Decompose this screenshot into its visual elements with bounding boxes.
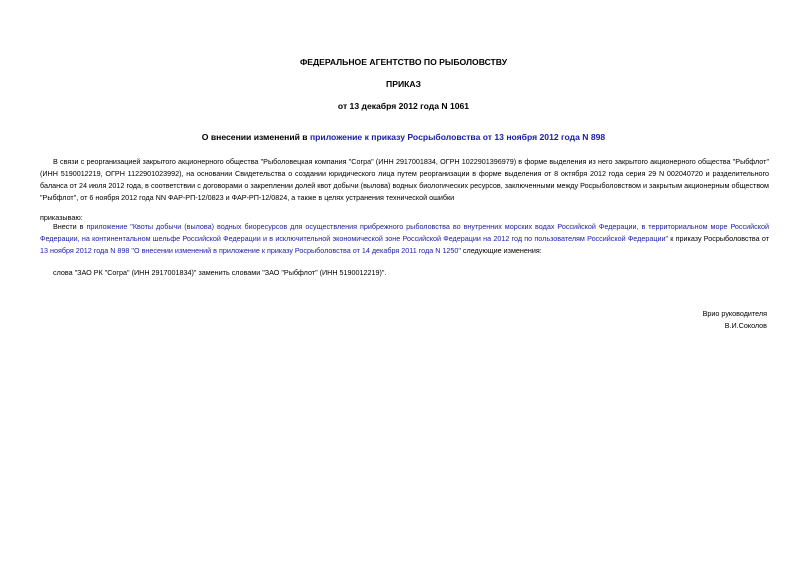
amend-text-1: Внести в [53, 222, 87, 231]
document-date-number: от 13 декабря 2012 года N 1061 [337, 101, 470, 111]
signature-block [703, 308, 767, 332]
order-898-link[interactable]: 13 ноября 2012 года N 898 "О внесении изменений в приложение к приказу Росрыболовства от 14 декабря 2011 года N 1250" [40, 246, 461, 255]
agency-name: ФЕДЕРАЛЬНОЕ АГЕНТСТВО ПО РЫБОЛОВСТВУ [299, 57, 508, 67]
amendment-paragraph [40, 221, 769, 257]
signatory-name: В.И.Соколов [724, 321, 767, 330]
appendix-link[interactable]: приложение "Квоты добычи (вылова) водных биоресурсов для осуществления прибрежного рыболовства во внутренних морских водах Российской Федерации, в территориальном море Российской Федерации, на континентальном шельфе Российской Федерации и в исключительной экономической зоне Российской Федерации на 2012 год по пользователям Российской Федерации" [40, 222, 769, 243]
amend-text-3: следующие изменения: [460, 246, 542, 255]
document-title [0, 132, 807, 142]
change-line: слова "ЗАО РК "Согра" (ИНН 2917001834)" заменить словами "ЗАО "Рыбфлот" (ИНН 5190012219)". [53, 268, 387, 277]
signatory-position: Врио руководителя [702, 309, 767, 318]
amend-text-2: к приказу Росрыболовства от [668, 234, 769, 243]
order-word: приказываю: [40, 213, 83, 222]
preamble-paragraph: В связи с реорганизацией закрытого акционерного общества "Рыболовецкая компания "Согра" (ИНН 2917001834, ОГРН 1022901396979) в форме выделения из него закрытого акционерного общества "Рыбфлот" (ИНН 5190012219, ОГРН 1122901023992), на основании Свидетельства о создании юридического лица путем реорганизации в форме выделения от 8 октября 2012 года серия 29 N 002040720 и разделительного баланса от 24 июля 2012 года, в соответствии с договорами о закреплении долей квот добычи (вылова) водных биологических ресурсов, заключенными между Росрыболовством и закрытым акционерным обществом "Рыбфлот", от 6 ноября 2012 года NN ФАР-РП-12/0823 и ФАР-РП-12/0824, а также в целях устранения технической ошибки [40, 157, 769, 202]
title-link[interactable]: приложение к приказу Росрыболовства от 13 ноября 2012 года N 898 [309, 132, 606, 142]
document-type: ПРИКАЗ [386, 79, 421, 89]
title-prefix: О внесении изменений в [201, 132, 310, 142]
